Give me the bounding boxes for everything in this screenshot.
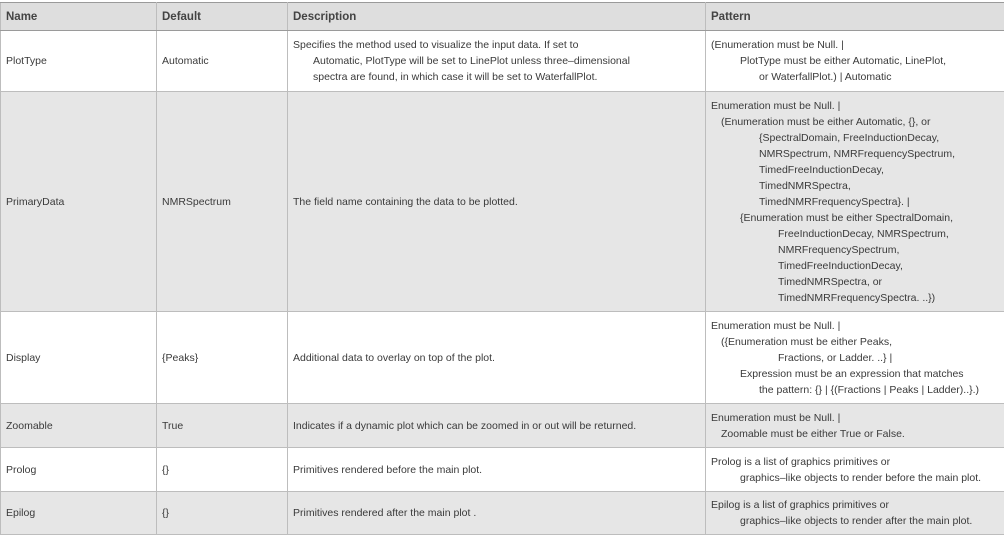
description-line: Automatic, PlotType will be set to LinePlot unless three–dimensional [313,55,630,67]
option-description [288,448,706,492]
option-pattern [706,312,1004,404]
column-header-description: Description [288,3,706,31]
pattern-line: {SpectralDomain, FreeInductionDecay, [759,131,940,144]
pattern-line: Zoomable must be either True or False. [721,427,905,440]
pattern-line: Prolog is a list of graphics primitives or [711,455,891,468]
pattern-line: (Enumeration must be Null. | [711,39,844,51]
option-name: Epilog [1,492,157,535]
description-line: Primitives rendered before the main plot. [293,463,483,476]
pattern-line: TimedNMRFrequencySpectra}. | [759,195,910,208]
option-default: Automatic [157,31,288,92]
header-row [1,3,1004,31]
option-description [288,404,706,448]
option-pattern [706,31,1004,92]
option-default: NMRSpectrum [157,92,288,312]
column-header-default: Default [157,3,288,31]
pattern-line: TimedFreeInductionDecay, [778,259,903,272]
pattern-line: TimedNMRSpectra, [759,179,851,192]
option-pattern [706,448,1004,492]
pattern-line: PlotType must be either Automatic, LinePlot, [740,55,947,67]
pattern-line: graphics–like objects to render after the main plot. [740,515,973,527]
pattern-line: Epilog is a list of graphics primitives or [711,499,889,511]
pattern-line: TimedFreeInductionDecay, [759,163,884,176]
option-description [288,312,706,404]
option-name: Zoomable [1,404,157,448]
option-pattern [706,404,1004,448]
pattern-line: FreeInductionDecay, NMRSpectrum, [778,227,949,240]
pattern-line: Enumeration must be Null. | [711,411,841,424]
pattern-line: TimedNMRSpectra, or [778,275,883,288]
pattern-line: {Enumeration must be either SpectralDomain, [740,211,954,224]
column-header-name: Name [1,3,157,31]
option-default: {} [157,492,288,535]
option-name: PrimaryData [1,92,157,312]
pattern-line: TimedNMRFrequencySpectra. ..}) [778,291,936,304]
options-table [0,2,1004,535]
option-description [288,92,706,312]
table-row-primarydata [1,92,1004,312]
pattern-line: or WaterfallPlot.) | Automatic [759,71,892,83]
pattern-line: Enumeration must be Null. | [711,99,841,112]
pattern-line: (Enumeration must be either Automatic, {}, or [721,115,931,128]
description-line: Additional data to overlay on top of the plot. [293,351,495,364]
option-description [288,492,706,535]
column-header-pattern: Pattern [706,3,1004,31]
table-row-zoomable [1,404,1004,448]
description-line: spectra are found, in which case it will be set to WaterfallPlot. [313,71,598,83]
pattern-line: NMRFrequencySpectrum, [778,243,900,256]
table-row-prolog [1,448,1004,492]
pattern-line: graphics–like objects to render before the main plot. [740,471,982,484]
option-pattern [706,492,1004,535]
description-line: Specifies the method used to visualize the input data. If set to [293,39,579,51]
option-pattern [706,92,1004,312]
description-line: The field name containing the data to be plotted. [293,195,518,208]
pattern-line: Fractions, or Ladder. ..} | [778,351,893,364]
pattern-line: Expression must be an expression that matches [740,367,964,380]
option-default: {Peaks} [157,312,288,404]
pattern-line: Enumeration must be Null. | [711,319,841,332]
table-row-epilog [1,492,1004,535]
pattern-line: ({Enumeration must be either Peaks, [721,335,893,348]
description-line: Indicates if a dynamic plot which can be zoomed in or out will be returned. [293,419,637,432]
table-row-plottype [1,31,1004,92]
option-name: Prolog [1,448,157,492]
pattern-line: the pattern: {} | {(Fractions | Peaks | Ladder)..}.) [759,383,980,396]
table-row-display [1,312,1004,404]
option-default: True [157,404,288,448]
pattern-line: NMRSpectrum, NMRFrequencySpectrum, [759,147,956,160]
option-description [288,31,706,92]
option-default: {} [157,448,288,492]
description-line: Primitives rendered after the main plot . [293,507,477,519]
option-name: Display [1,312,157,404]
option-name: PlotType [1,31,157,92]
